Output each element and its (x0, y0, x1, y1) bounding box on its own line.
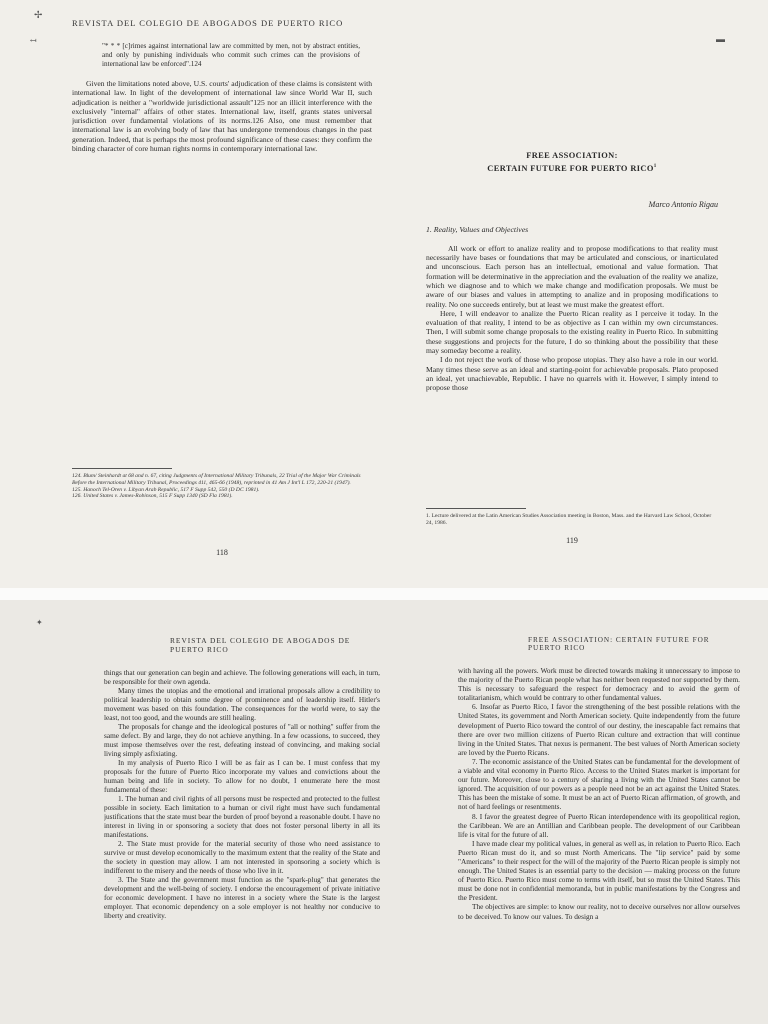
body-paragraph: with having all the powers. Work must be directed towards making it unnecessary to impose to the majority of the Puerto Rican people what has neither been requested nor supported by them. This is necessary to safeguard the respect for democracy and to avoid the germ of totalitarianism, which would be contrary to other fundamental values. (458, 666, 740, 703)
footnote: 126. United States v. James-Robinson, 515 F Supp 1340 (SD Fla 1981). (72, 493, 233, 500)
footnote-marker: 1 (653, 164, 657, 169)
title-line: FREE ASSOCIATION: (526, 151, 618, 160)
footnote-rule (72, 468, 172, 469)
binding-mark: ↤ (30, 36, 37, 45)
binding-mark: ✢ (34, 10, 43, 21)
body-paragraph: 7. The economic assistance of the United States can be fundamental for the development of a viable and vital economy in Puerto Rico. Access to the United States market is important for our future. Moreover, close to a century of sharing a living with the United States cannot be ignored. The acquisition of our powers as a people need not be an act against the United States. This has been the mistake of some. It must be an act of Puerto Rican affirmation, of growth, and not of hard feelings or resentments. (458, 756, 740, 812)
bottom-spread (0, 600, 768, 1024)
body-paragraph: 6. Insofar as Puerto Rico, I favor the strengthening of the best possible relations with the United States, its government and North American society. Quite independently from the future development of Puerto Rico toward the control of our destiny, the inescapable fact remains that there are over two million citizens of Puerto Rican culture and extraction that will continue living in the United States. That nexus is permanent. The best values of North American society are loved by the Puerto Ricans. (458, 702, 740, 757)
article-title (426, 150, 718, 174)
body-paragraph: The proposals for change and the ideological postures of "all or nothing" suffer from the same defect. By and large, they do not achieve anything. In a few ocassions, to succeed, they must impose themselves over the rest, defeating instead of convincing, and making social living simply asfixiating. (104, 722, 380, 758)
left-page (104, 636, 380, 1024)
body-paragraph: I do not reject the work of those who propose utopias. They also have a role in our world. Many times these serve as an ideal and starting-point for achievable proposals. Plato proposed an ideal, yet unachievable, Republic. I have no quarrels with it. However, I simply intend to propose those (426, 355, 718, 393)
title-text: CERTAIN FUTURE FOR PUERTO RICO (487, 163, 654, 173)
page-118 (72, 18, 372, 578)
binding-mark: ▬ (716, 34, 725, 44)
block-quote: "* * * [c]rimes against international law are committed by men, not by abstract entities, and only by punishing individuals who commit such crimes can the provisions of international law be enforced".124 (102, 42, 360, 68)
page-119 (426, 150, 718, 580)
footnotes (426, 502, 718, 527)
footnote-rule (426, 508, 526, 509)
section-heading: 1. Reality, Values and Objectives (426, 224, 529, 234)
running-head: REVISTA DEL COLEGIO DE ABOGADOS DE PUERTO RICO (72, 18, 344, 28)
body-paragraph: The objectives are simple: to know our reality, not to deceive ourselves nor allow ourselves to be deceived. To know our values. To design a (458, 902, 740, 921)
body-paragraph: Given the limitations noted above, U.S. courts' adjudication of these claims is consistent with international law. In light of the development of international law since World War II, such adjudication is neither a "worldwide jurisdictional assault"125 nor an illicit interference with the exclusively "internal" affairs of other states. International law, itself, grants states universal jurisdiction over fundamental violations of its norms.126 Also, one must remember that international law is an evolving body of law that has undergone tremendous changes in the past generation. Indeed, that is perhaps the most profound significance of these cases: they confirm the binding character of core human rights norms in contemporary international law. (72, 79, 372, 154)
body-paragraph: 3. The State and the government must function as the "spark-plug" that generates the development and the well-being of society. I endorse the encouragement of private initiative for economic development. I have no interest in a society where the State is the largest employer. That economic dependency on a sole employer is not healthy nor conducive to liberty and creativity. (104, 875, 380, 920)
author: Marco Antonio Rigau (648, 199, 718, 209)
body-paragraph: I have made clear my political values, in general as well as, in relation to Puerto Rico. Each Puerto Rican must do it, and so must North Americans. The "lip service" paid by some "Americans" to their respect for the will of the majority of the Puerto Rican people is simply not enough. The United States is an essential party to the decision — making process on the future of Puerto Rico. Puerto Rico must come to terms with itself, but so must the United States. This must be done not in confidential memoranda, but in public manifestations by the Congress and the President. (458, 838, 740, 903)
body-paragraph: 1. The human and civil rights of all persons must be respected and protected to the fullest possible in society. Each limitation to a human or civil right must have such fundamental justifications that the state must bear the burden of proof beyond a reasonable doubt. I have no interest in living in or sponsoring a society that does not foster personal liberty in all its manifestations. (104, 794, 380, 839)
footnotes (72, 462, 372, 500)
page-number: 119 (566, 536, 578, 545)
footnote: 125. Hanoch Tel-Oren v. Libyan Arab Republic, 517 F Supp 542, 550 (D DC 1981). (72, 486, 260, 493)
right-page (458, 636, 740, 1024)
footnote: 124. Blum/ Steinhardt at 68 and n. 67, citing Judgments of International Military Tribunals, 22 Trial of the Major War Criminals Before the International Military Tribunal, Proceedings 411, 465-66 (1948), reprinted in 41 Am J Int'l L 172, 220-21 (1947). (72, 473, 361, 486)
running-head: FREE ASSOCIATION: CERTAIN FUTURE FOR PUERTO RICO (528, 636, 710, 652)
title-line (426, 161, 718, 174)
body-paragraph: 8. I favor the greatest degree of Puerto Rican interdependence with its geopolitical region, the Caribbean. We are an Antillian and Caribbean people. The development of our Caribbean life is vital for the future of all. (458, 811, 740, 839)
body-paragraph: In my analysis of Puerto Rico I will be as fair as I can be. I must confess that my proposals for the future of Puerto Rico incorporate my values and convictions about the human being and life in society. To allow for no doubt, I enumerate here the most fundamental of these: (104, 758, 380, 794)
body-paragraph: 2. The State must provide for the material security of those who need assistance to survive or must develop economically to the maximum extent that the reality of the State and the society in question may allow. I am not interested in sponsoring a society which is indifferent to the misery and the needs of those who live in it. (104, 839, 380, 875)
footnote: 1. Lecture delivered at the Latin American Studies Association meeting in Boston, Mass. and the Harvard Law School, October 24, 1986. (426, 513, 712, 526)
binding-mark: ✦ (36, 618, 43, 627)
running-head: REVISTA DEL COLEGIO DE ABOGADOS DE PUERTO RICO (170, 636, 351, 654)
body-paragraph: things that our generation can begin and achieve. The following generations will each, in turn, be responsible for their own agenda. (104, 668, 380, 686)
page-number: 118 (216, 548, 228, 557)
body-paragraph: Here, I will endeavor to analize the Puerto Rican reality as I perceive it today. In the evaluation of that reality, I intend to be as objective as I can within my own circumstances. Then, I will submit some change proposals to the existing reality in Puerto Rico. In submitting these suggestions and projects for the future, I do so thinking about the possibility that these may someday become a reality. (426, 308, 718, 356)
body-paragraph: All work or effort to analize reality and to propose modifications to that reality must necessarily have bases or foundations that may be articulated and conscious, or inarticulated and unconscious. Each person has an intellectual, emotional and value formation. That formation will be determinative in the appreciation and the evaluation of the reality we analize, which we diagnose and to which we make change and modification proposals. We must be aware of our biases and values in attempting to analize and in proposing modifications to reality. No one succeeds entirely, but at least we must make the greatest effort. (426, 243, 718, 309)
body-paragraph: Many times the utopias and the emotional and irrational proposals allow a credibility to political leadership to obtain some degree of prominence and of leadership itself. Hitler's movement was based on this foundation. The consequences for the world were, to say the least, not too good, and the wounds are still healing. (104, 686, 380, 722)
